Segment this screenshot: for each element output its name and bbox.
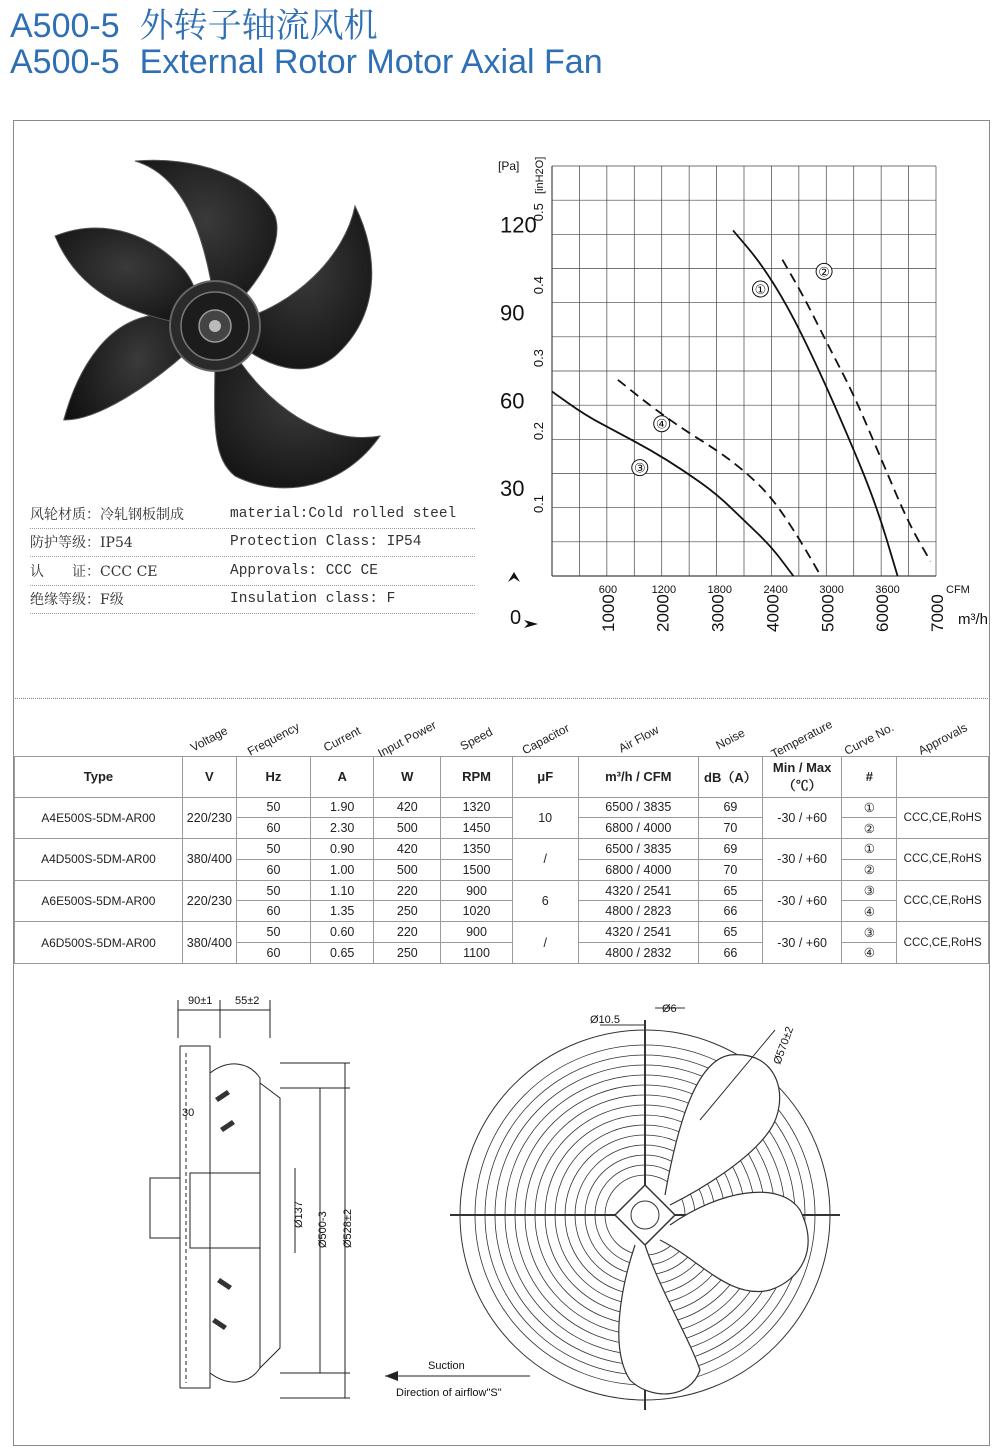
airflow-cell: 4800 / 2832 [578,943,698,964]
rotated-header-cell [441,706,512,756]
rotated-header-cell [842,706,897,756]
spec-row-material [30,500,475,529]
x-tick-cfm: 2400 [763,584,788,596]
y-tick-inh2o: 0.3 [531,349,546,368]
x-tick-m3h: 2000 [653,594,673,632]
spec-cn: 绝缘等级：F级 [30,592,124,609]
x-unit-cfm: CFM [946,584,970,596]
speed-cell: 900 [441,880,512,901]
spec-en: material:Cold rolled steel [230,505,457,522]
temperature-cell: -30 / +60 [762,797,841,839]
noise-cell: 66 [698,901,762,922]
x-tick-cfm: 1200 [651,584,677,596]
power-cell: 500 [374,859,441,880]
capacitor-cell: 6 [512,880,578,922]
title-en-text: External Rotor Motor Axial Fan [139,43,603,81]
origin-label: 0 [510,607,522,629]
type-cell: A4D500S-5DM-AR00 [15,839,183,881]
unit-header-cell [897,756,989,797]
temperature-cell: -30 / +60 [762,839,841,881]
title-cn [10,8,378,44]
curve-cell: ③ [842,880,897,901]
noise-cell: 65 [698,922,762,943]
noise-cell: 70 [698,818,762,839]
y-tick-pa: 120 [500,212,537,238]
frequency-cell: 60 [236,901,310,922]
x-tick-cfm: 3600 [875,584,900,596]
unit-header-row [15,756,989,797]
current-cell: 2.30 [311,818,374,839]
speed-cell: 1350 [441,839,512,860]
temperature-cell: -30 / +60 [762,922,841,964]
dim-10-5-label: Ø10.5 [590,1014,620,1026]
title-cn-text: 外转子轴流风机 [139,7,378,45]
y-tick-inh2o: 0.2 [531,422,546,441]
rotated-header-label: Voltage [188,722,231,755]
speed-cell: 1320 [441,797,512,818]
y-tick-pa: 60 [500,388,525,414]
power-cell: 500 [374,818,441,839]
fan-photo [30,158,390,498]
rotated-header-label: Temperature [769,716,836,761]
rotated-header-cell [578,706,698,756]
curve-3 [552,392,793,577]
airflow-cell: 6800 / 4000 [578,818,698,839]
type-cell: A6E500S-5DM-AR00 [15,880,183,922]
power-cell: 220 [374,880,441,901]
y-unit-inh2o: [inH2O] [534,156,546,194]
noise-cell: 65 [698,880,762,901]
frequency-cell: 50 [236,880,310,901]
frequency-cell: 50 [236,797,310,818]
power-cell: 220 [374,922,441,943]
up-arrow-icon [508,572,520,582]
table-row [15,797,989,818]
rotated-header-label: Input Power [375,717,439,760]
dim-500-label: Ø500-3 [317,1211,329,1248]
spec-cn: 防护等级：IP54 [30,535,133,552]
x-tick-m3h: 5000 [818,594,838,632]
unit-header-cell: A [311,756,374,797]
unit-header-cell: W [374,756,441,797]
frequency-cell: 50 [236,839,310,860]
side-view-drawing [130,988,380,1418]
x-tick-cfm: 1800 [707,584,733,596]
speed-cell: 1020 [441,901,512,922]
dim-90-label: 90±1 [188,995,213,1007]
speed-cell: 1500 [441,859,512,880]
rotated-header-label: Air Flow [615,722,661,755]
voltage-cell: 380/400 [182,839,236,881]
current-cell: 1.00 [311,859,374,880]
front-view-drawing [430,990,850,1430]
dim-55-label: 55±2 [235,995,260,1007]
spec-row-insulation [30,586,475,615]
approvals-cell: CCC,CE,RoHS [897,880,989,922]
dim-570-label: Ø570±2 [771,1025,797,1067]
voltage-cell: 220/230 [182,880,236,922]
rotated-header-cell [236,706,310,756]
y-tick-inh2o: 0.4 [531,276,546,295]
fan-blade [665,1055,780,1205]
title-en [10,44,603,80]
rotated-header-cell [182,706,236,756]
power-cell: 420 [374,797,441,818]
rotated-header-label: Capacitor [519,720,572,757]
curve-label: ① [754,283,767,298]
table-row [15,880,989,901]
x-tick-m3h: 7000 [928,594,947,632]
speed-cell: 900 [441,922,512,943]
y-tick-inh2o: 0.1 [531,494,546,514]
airflow-cell: 4800 / 2823 [578,901,698,922]
approvals-cell: CCC,CE,RoHS [897,839,989,881]
approvals-cell: CCC,CE,RoHS [897,797,989,839]
rotated-header-cell [512,706,578,756]
fan-blade [660,1192,808,1291]
rotated-header-cell [897,706,989,756]
unit-header-cell: Min / Max（℃） [762,756,841,797]
spec-row-protection [30,529,475,558]
rotated-header-row [15,706,989,756]
right-arrow-icon [524,620,538,628]
spec-en: Protection Class: IP54 [230,534,422,551]
power-cell: 250 [374,943,441,964]
dim-30-label: 30 [182,1107,195,1119]
frequency-cell: 60 [236,818,310,839]
x-tick-m3h: 1000 [598,594,618,632]
curve-cell: ② [842,859,897,880]
speed-cell: 1450 [441,818,512,839]
curve-4 [618,380,821,576]
unit-header-cell: Type [15,756,183,797]
current-cell: 0.65 [311,943,374,964]
current-cell: 1.10 [311,880,374,901]
curve-label: ③ [633,461,646,477]
speed-cell: 1100 [441,943,512,964]
fan-blade [619,1245,700,1394]
model-code: A500-5 [10,43,120,81]
airflow-label: Direction of airflow"S" [396,1387,502,1399]
rotated-header-cell [698,706,762,756]
y-tick-pa: 30 [500,476,525,502]
x-tick-m3h: 4000 [763,594,783,632]
x-tick-m3h: 3000 [708,594,728,632]
unit-header-cell: RPM [441,756,512,797]
spec-en: Insulation class: F [230,591,396,608]
airflow-cell: 6500 / 3835 [578,839,698,860]
rotated-header-label: Current [321,722,364,755]
dim-528-label: Ø528±2 [342,1208,354,1248]
frequency-cell: 60 [236,859,310,880]
curve-cell: ④ [842,943,897,964]
curve-cell: ④ [842,901,897,922]
frequency-cell: 50 [236,922,310,943]
capacitor-cell: 10 [512,797,578,839]
type-cell: A4E500S-5DM-AR00 [15,797,183,839]
noise-cell: 69 [698,839,762,860]
power-cell: 250 [374,901,441,922]
rotated-header-label: Curve No. [842,719,897,758]
model-code: A500-5 [10,7,120,45]
curve-cell: ① [842,839,897,860]
x-tick-cfm: 600 [598,584,618,596]
rotated-header-cell [311,706,374,756]
voltage-cell: 220/230 [182,797,236,839]
header-cell-blank [15,706,183,756]
y-tick-pa: 90 [500,300,525,326]
curve-cell: ③ [842,922,897,943]
capacitor-cell: / [512,839,578,881]
curve-label: ② [818,265,830,281]
temperature-cell: -30 / +60 [762,880,841,922]
capacitor-cell: / [512,922,578,964]
dim-137-label: Ø137 [293,1201,305,1228]
curve-cell: ① [842,797,897,818]
rotated-header-cell [374,706,441,760]
divider [13,698,990,699]
x-tick-cfm: 3000 [819,584,844,596]
performance-chart [480,148,990,648]
y-unit-pa: [Pa] [498,159,520,173]
spec-cn: 认 证：CCC CE [30,563,158,580]
current-cell: 0.90 [311,839,374,860]
spec-en: Approvals: CCC CE [230,562,378,579]
airflow-cell: 6800 / 4000 [578,859,698,880]
rotated-header-label: Speed [457,724,496,753]
type-cell: A6D500S-5DM-AR00 [15,922,183,964]
unit-header-cell: dB（A） [698,756,762,797]
suction-label: Suction [428,1360,465,1372]
table-row [15,922,989,943]
rotated-header-label: Frequency [245,719,302,758]
voltage-cell: 380/400 [182,922,236,964]
dim-6-label: Ø6 [662,1003,677,1015]
table-row [15,839,989,860]
current-cell: 0.60 [311,922,374,943]
airflow-cell: 6500 / 3835 [578,797,698,818]
y-tick-inh2o: 0.5 [531,203,546,222]
airflow-cell: 4320 / 2541 [578,880,698,901]
power-cell: 420 [374,839,441,860]
unit-header-cell: m³/h / CFM [578,756,698,797]
spec-cn: 风轮材质：冷轧钢板制成 [30,506,184,523]
frequency-cell: 60 [236,943,310,964]
current-cell: 1.90 [311,797,374,818]
rotated-header-label: Approvals [915,719,970,758]
rotated-header-label: Noise [713,725,748,752]
current-cell: 1.35 [311,901,374,922]
hub-center [631,1201,659,1229]
unit-header-cell: Hz [236,756,310,797]
unit-header-cell: # [842,756,897,797]
approvals-cell: CCC,CE,RoHS [897,922,989,964]
unit-header-cell: V [182,756,236,797]
rotated-header-cell [762,706,841,761]
spec-row-approvals [30,557,475,586]
x-unit-m3h: m³/h [958,611,988,628]
spec-table [14,706,989,964]
curve-cell: ② [842,818,897,839]
airflow-cell: 4320 / 2541 [578,922,698,943]
spec-list [30,500,475,614]
noise-cell: 70 [698,859,762,880]
x-tick-m3h: 6000 [873,594,893,632]
noise-cell: 66 [698,943,762,964]
curve-label: ④ [655,417,668,433]
unit-header-cell: μF [512,756,578,797]
noise-cell: 69 [698,797,762,818]
